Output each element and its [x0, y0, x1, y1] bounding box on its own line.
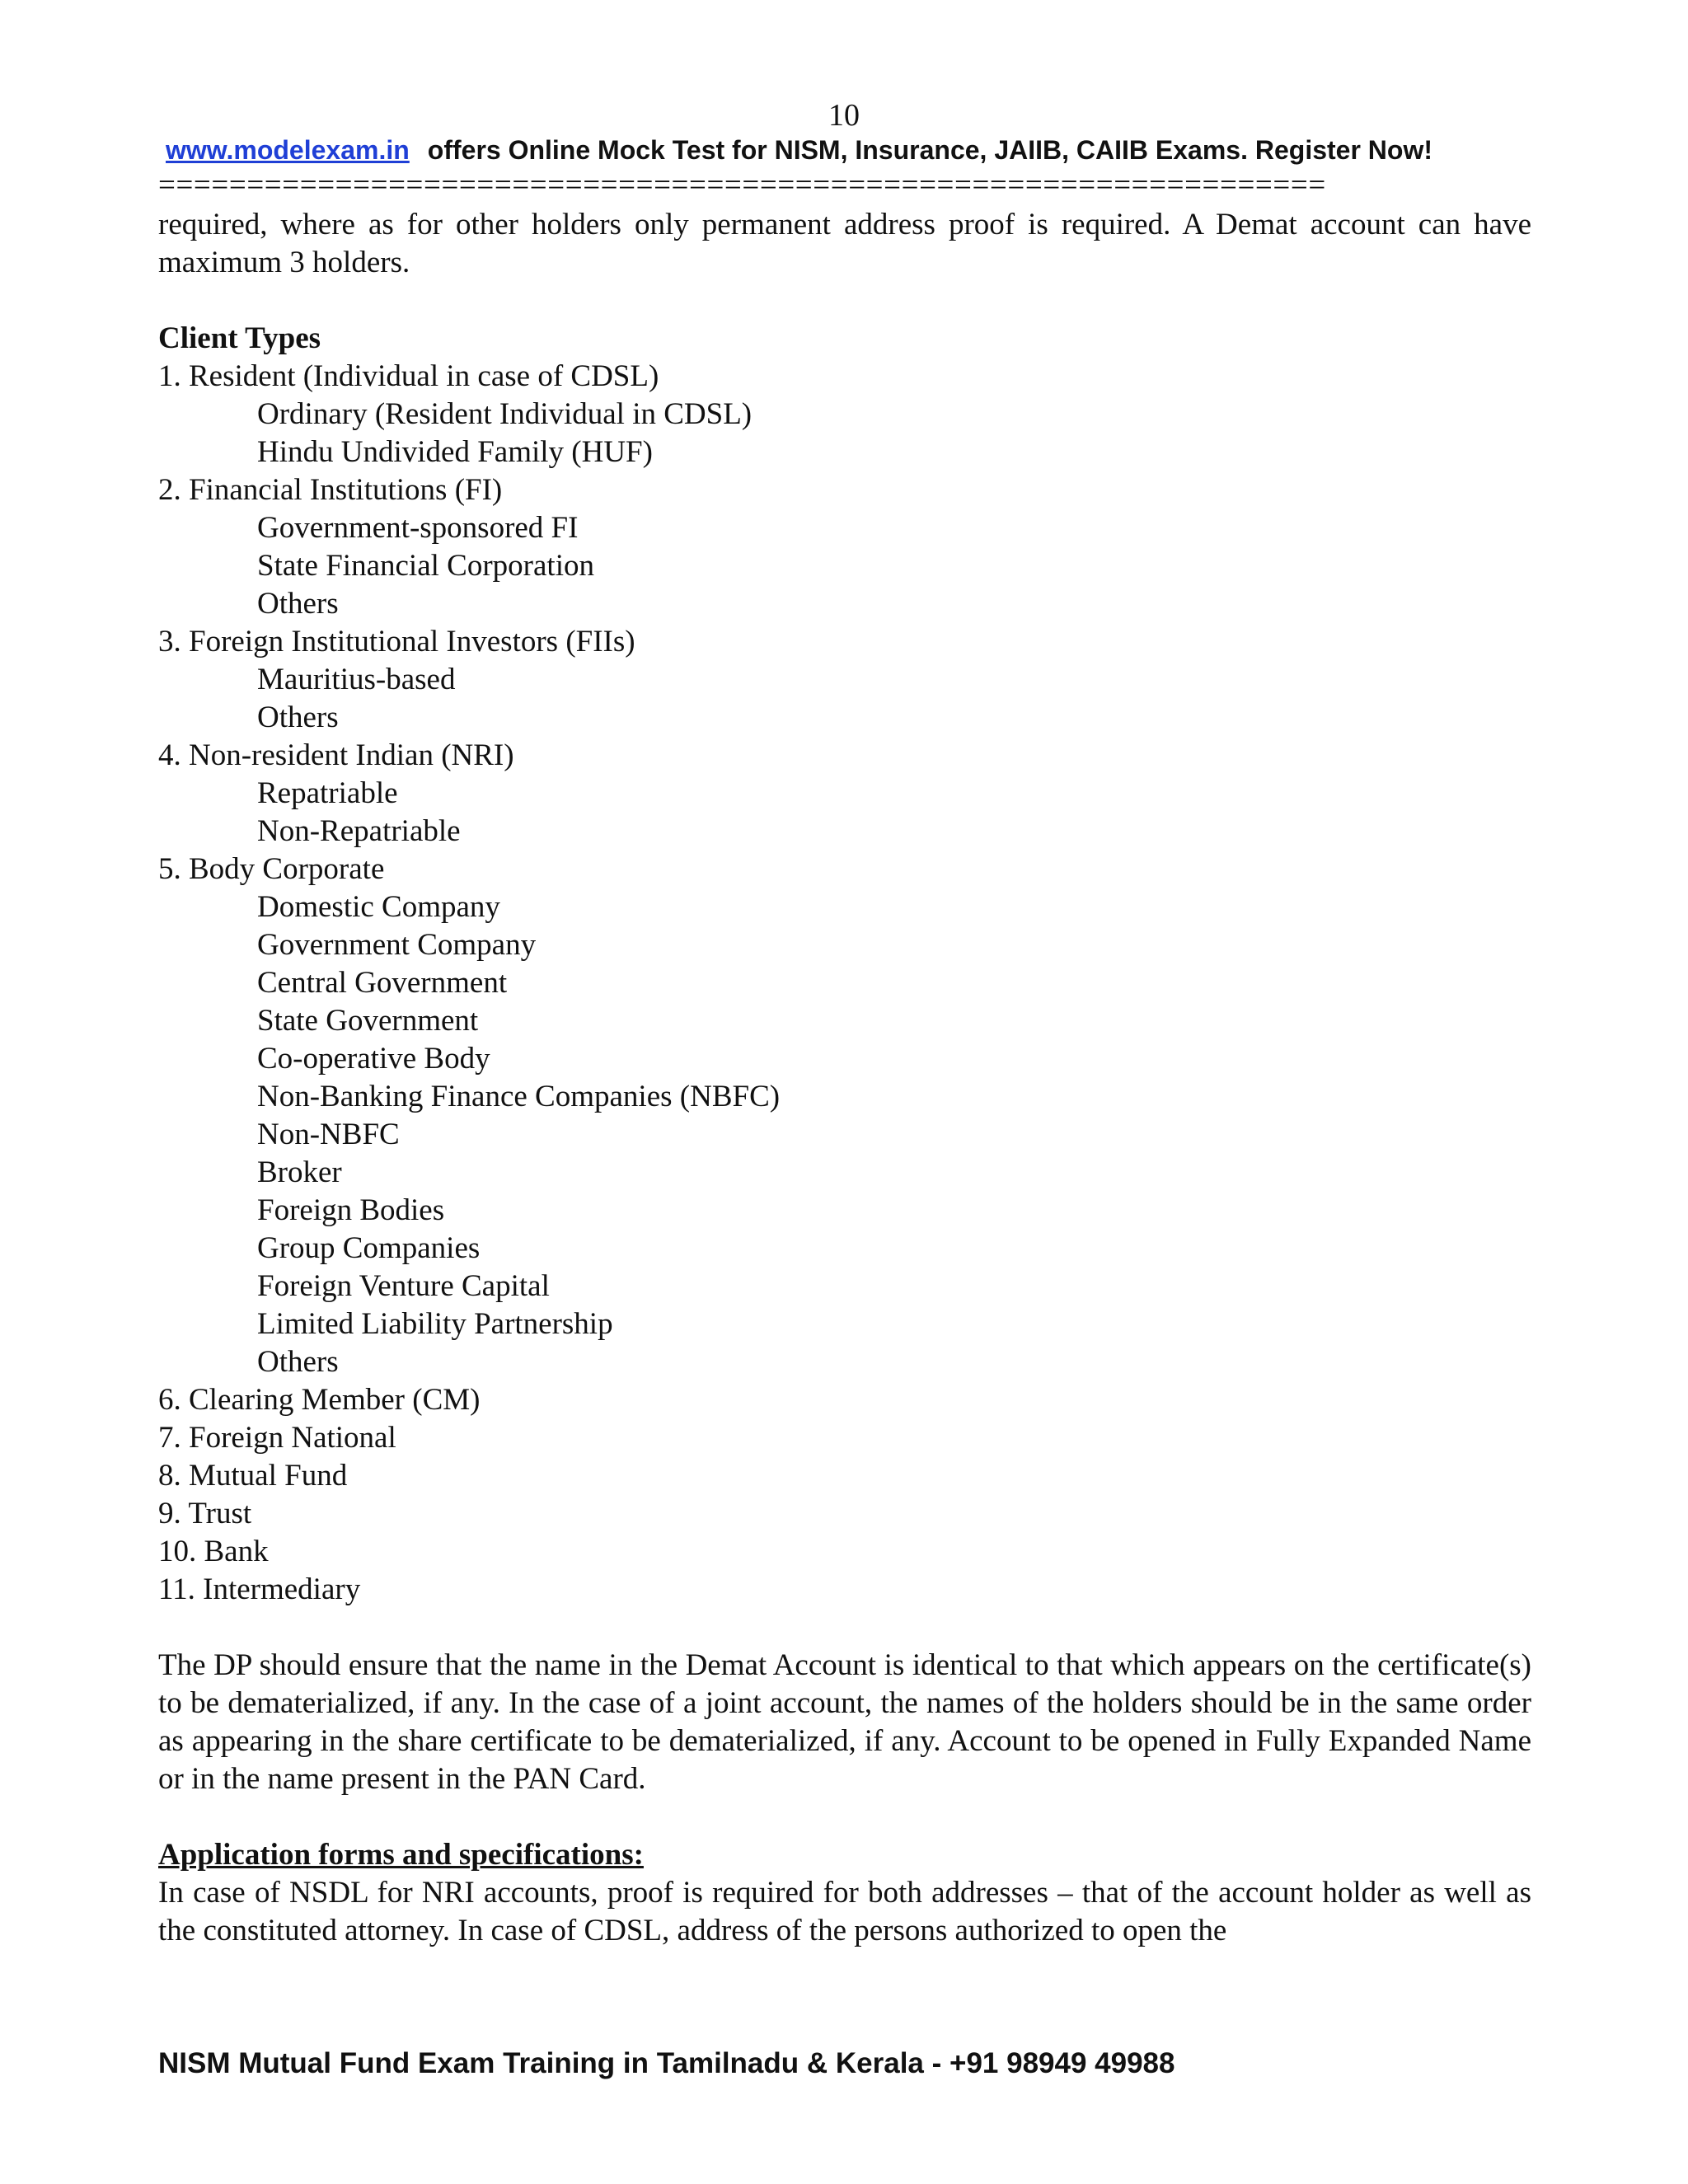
client-subtype-item: Limited Liability Partnership — [257, 1307, 613, 1341]
client-subtype-list — [158, 775, 1531, 851]
client-subtype-item: Hindu Undivided Family (HUF) — [257, 435, 653, 469]
client-subtype-item: Others — [257, 701, 339, 734]
client-type-item — [158, 1457, 1531, 1495]
dp-paragraph: The DP should ensure that the name in the Demat Account is identical to that which appears on the certificate(s) to be dematerialized, if any. In the case of a joint account, the names of the holders should be in the same order as appearing in the share certificate to be dematerialized, if any. Account to be opened in Fully Expanded Name or in the name present in the PAN Card. — [158, 1648, 1531, 1796]
client-type-label: 4. Non-resident Indian (NRI) — [158, 738, 514, 772]
client-subtype-item: State Government — [257, 1004, 479, 1038]
client-type-label: 6. Clearing Member (CM) — [158, 1383, 481, 1417]
client-subtype-list — [158, 888, 1531, 1381]
page-number: 10 — [828, 98, 860, 133]
header-tagline: offers Online Mock Test for NISM, Insurance, JAIIB, CAIIB Exams. Register Now! — [427, 135, 1432, 165]
client-subtype-list — [158, 661, 1531, 737]
client-subtype-item: Repatriable — [257, 776, 398, 810]
client-type-item — [158, 1419, 1531, 1457]
spacer — [158, 282, 1531, 320]
client-type-item — [158, 1571, 1531, 1609]
client-subtype-list — [158, 509, 1531, 623]
client-type-label: 1. Resident (Individual in case of CDSL) — [158, 359, 659, 393]
client-type-item — [158, 1533, 1531, 1571]
client-type-label: 9. Trust — [158, 1497, 252, 1530]
client-subtype-item: Government-sponsored FI — [257, 511, 579, 545]
client-type-item — [158, 851, 1531, 1381]
client-types-heading: Client Types — [158, 321, 321, 355]
spacer — [158, 1609, 1531, 1647]
client-type-label: 7. Foreign National — [158, 1421, 396, 1455]
client-subtype-item: Domestic Company — [257, 890, 500, 924]
client-subtype-item: Mauritius-based — [257, 663, 456, 696]
client-subtype-item: Others — [257, 587, 339, 621]
application-heading: Application forms and specifications: — [158, 1838, 644, 1872]
client-type-label: 10. Bank — [158, 1535, 269, 1568]
client-type-label: 11. Intermediary — [158, 1572, 361, 1606]
client-subtype-list — [158, 396, 1531, 471]
header-divider: ================================================================== — [158, 168, 1326, 202]
client-type-label: 8. Mutual Fund — [158, 1459, 348, 1493]
client-type-label: 5. Body Corporate — [158, 852, 385, 886]
spacer — [158, 1798, 1531, 1836]
document-body — [158, 206, 1531, 1950]
client-type-item — [158, 623, 1531, 737]
client-subtype-item: Others — [257, 1345, 339, 1379]
site-link[interactable]: www.modelexam.in — [166, 135, 410, 165]
client-type-item — [158, 358, 1531, 471]
client-type-label: 3. Foreign Institutional Investors (FIIs) — [158, 625, 635, 658]
client-subtype-item: Non-NBFC — [257, 1118, 400, 1151]
client-subtype-item: Ordinary (Resident Individual in CDSL) — [257, 397, 753, 431]
client-types-list — [158, 358, 1531, 1609]
client-type-label: 2. Financial Institutions (FI) — [158, 473, 503, 507]
page-footer: NISM Mutual Fund Exam Training in Tamilnadu & Kerala - +91 98949 49988 — [158, 2047, 1175, 2079]
client-type-item — [158, 471, 1531, 623]
client-subtype-item: Government Company — [257, 928, 537, 962]
client-subtype-item: Central Government — [257, 966, 508, 1000]
client-type-item — [158, 737, 1531, 851]
client-subtype-item: Co-operative Body — [257, 1042, 490, 1076]
intro-paragraph: required, where as for other holders only permanent address proof is required. A Demat account can have maximum 3 holders. — [158, 208, 1531, 279]
client-subtype-item: Broker — [257, 1155, 342, 1189]
client-type-item — [158, 1495, 1531, 1533]
page-header — [166, 135, 1432, 166]
client-subtype-item: State Financial Corporation — [257, 549, 594, 583]
client-type-item — [158, 1381, 1531, 1419]
client-subtype-item: Group Companies — [257, 1231, 481, 1265]
application-paragraph: In case of NSDL for NRI accounts, proof is required for both addresses – that of the account holder as well as the constituted attorney. In case of CDSL, address of the persons authorized to open the — [158, 1876, 1531, 1947]
client-subtype-item: Non-Repatriable — [257, 814, 461, 848]
client-subtype-item: Foreign Venture Capital — [257, 1269, 550, 1303]
client-subtype-item: Non-Banking Finance Companies (NBFC) — [257, 1080, 781, 1113]
client-subtype-item: Foreign Bodies — [257, 1193, 445, 1227]
